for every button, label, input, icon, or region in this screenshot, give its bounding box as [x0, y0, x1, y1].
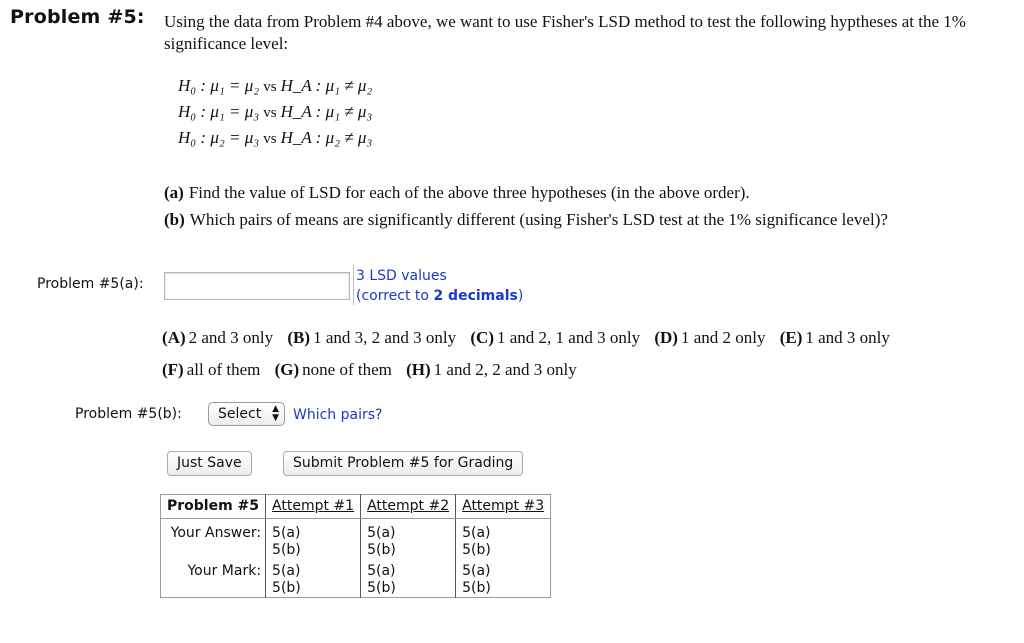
h0: H₀ : μ₁ = μ₃ — [178, 102, 260, 121]
question-b — [164, 210, 888, 230]
h0: H₀ : μ₁ = μ₂ — [178, 76, 260, 95]
question-a — [164, 183, 750, 203]
options-row-1 — [162, 328, 900, 348]
cell-answer-1: 5(a) 5(b) — [266, 519, 361, 560]
ha: H_A : μ₁ ≠ μ₃ — [280, 102, 373, 121]
question-a-tag: (a) — [164, 183, 184, 202]
hint-bold: 2 decimals — [433, 288, 518, 304]
problem-intro: Using the data from Problem #4 above, we want to use Fisher's LSD method to test the following hyptheses at the 1% significance level: — [164, 12, 966, 53]
hypothesis-3 — [178, 128, 372, 148]
option-c: (C) 1 and 2, 1 and 3 only — [470, 328, 641, 347]
option-e: (E) 1 and 3 only — [779, 328, 890, 347]
select-value: Select — [218, 406, 262, 422]
vs: vs — [263, 131, 277, 147]
option-b: (B) 1 and 3, 2 and 3 only — [287, 328, 457, 347]
answer-b-label: Problem #5(b): — [75, 406, 182, 422]
table-header-attempt-2[interactable]: Attempt #2 — [361, 495, 456, 519]
cell-answer-3: 5(a) 5(b) — [456, 519, 551, 560]
option-d: (D) 1 and 2 only — [654, 328, 766, 347]
ha: H_A : μ₂ ≠ μ₃ — [280, 128, 373, 147]
answer-a-hint — [356, 266, 523, 306]
answer-b-select[interactable] — [208, 402, 285, 426]
vs: vs — [263, 79, 277, 95]
answer-b-hint: Which pairs? — [293, 407, 383, 423]
table-row-answer — [161, 519, 551, 560]
hypothesis-1 — [178, 76, 372, 96]
option-h: (H) 1 and 2, 2 and 3 only — [406, 360, 577, 379]
cell-mark-2: 5(a) 5(b) — [361, 559, 456, 598]
cell-mark-1: 5(a) 5(b) — [266, 559, 361, 598]
question-b-tag: (b) — [164, 210, 185, 229]
row-label-mark: Your Mark: — [187, 563, 262, 579]
select-arrows-icon: ▲ ▼ — [272, 404, 279, 423]
table-header-attempt-1[interactable]: Attempt #1 — [266, 495, 361, 519]
hint-line-2: (correct to 2 decimals) — [356, 288, 524, 304]
h0: H₀ : μ₂ = μ₃ — [178, 128, 260, 147]
submit-button[interactable]: Submit Problem #5 for Grading — [283, 451, 523, 476]
cell-mark-3: 5(a) 5(b) — [456, 559, 551, 598]
table-row-mark — [161, 559, 551, 598]
hypothesis-2 — [178, 102, 372, 122]
hint-line-1: 3 LSD values — [356, 268, 447, 284]
table-header-problem: Problem #5 — [161, 495, 266, 519]
hint-divider — [353, 265, 354, 305]
ha: H_A : μ₁ ≠ μ₂ — [280, 76, 373, 95]
just-save-button[interactable]: Just Save — [167, 451, 252, 476]
answer-a-input[interactable] — [164, 272, 350, 300]
answer-a-label: Problem #5(a): — [37, 276, 144, 292]
question-a-text: Find the value of LSD for each of the above three hypotheses (in the above order). — [188, 183, 750, 202]
question-b-text: Which pairs of means are significantly different (using Fisher's LSD test at the 1% significance level)? — [189, 210, 888, 229]
option-g: (G) none of them — [274, 360, 392, 379]
problem-title: Problem #5: — [10, 6, 145, 28]
table-header-attempt-3[interactable]: Attempt #3 — [456, 495, 551, 519]
cell-answer-2: 5(a) 5(b) — [361, 519, 456, 560]
attempts-table — [160, 494, 551, 598]
option-a: (A) 2 and 3 only — [162, 328, 274, 347]
row-label-answer: Your Answer: — [170, 525, 262, 541]
option-f: (F) all of them — [162, 360, 261, 379]
vs: vs — [263, 105, 277, 121]
table-header-row — [161, 495, 551, 519]
options-row-2 — [162, 360, 587, 380]
